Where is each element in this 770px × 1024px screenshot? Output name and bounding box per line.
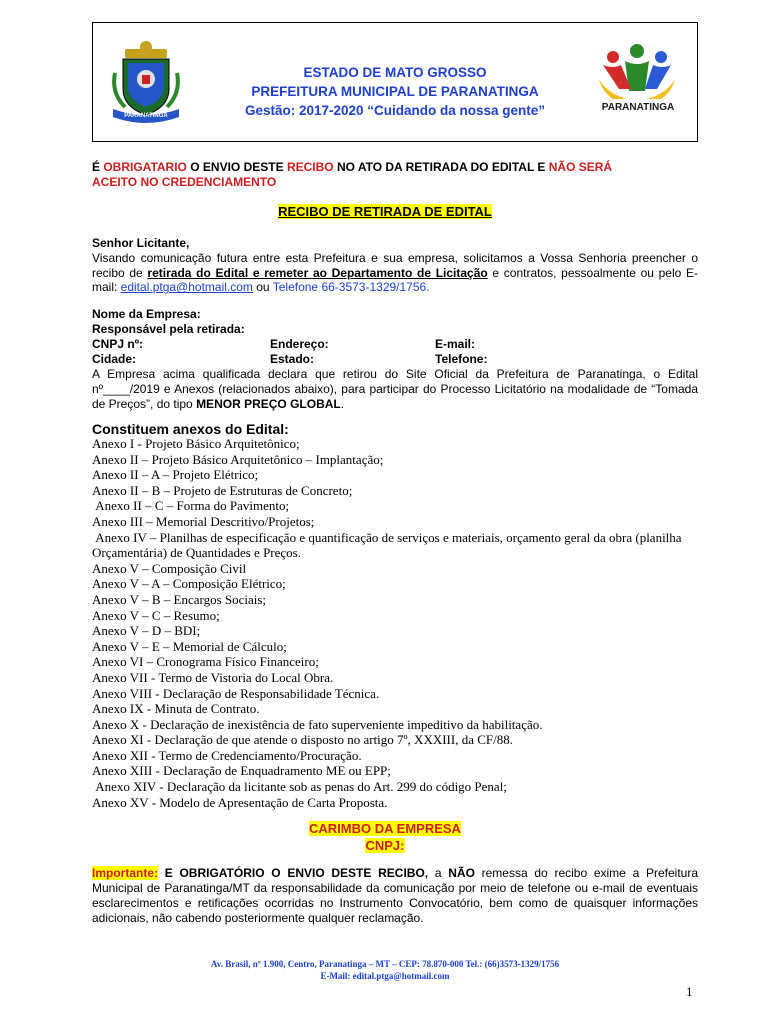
declaration-text: A Empresa acima qualificada declara que retirou do Site Oficial da Prefeitura de Paranatinga, o Edital nº____/2019 e Anexos (relacionados abaixo), para participar do Processo Licitatório na modalidade de “Tomada de Preços”, do tipo MENOR PREÇO GLOBAL. bbox=[92, 367, 698, 411]
field-state: Estado: bbox=[270, 352, 315, 366]
annex-item: Anexo IX - Minuta de Contrato. bbox=[92, 701, 260, 717]
annex-item: Anexo II – Projeto Básico Arquitetônico – Implantação; bbox=[92, 451, 384, 467]
annex-item: Anexo II – C – Forma do Pavimento; bbox=[92, 498, 290, 514]
annex-item: Anexo XIII - Declaração de Enquadramento ME ou EPP; bbox=[92, 763, 391, 779]
receipt-form bbox=[92, 307, 698, 412]
stamp-label: CARIMBO DA EMPRESA bbox=[309, 821, 461, 836]
annex-item: Anexo V – Composição Civil bbox=[92, 560, 247, 576]
annexes-list bbox=[92, 436, 700, 810]
field-company-name: Nome da Empresa: bbox=[92, 307, 201, 321]
paranatinga-logo bbox=[595, 39, 679, 125]
annex-item: Anexo XV - Modelo de Apresentação de Carta Proposta. bbox=[92, 794, 388, 810]
page-footer bbox=[0, 958, 770, 982]
phone-text: Telefone 66-3573-1329/1756. bbox=[272, 280, 430, 295]
annex-item: Anexo V – B – Encargos Sociais; bbox=[92, 591, 267, 607]
annex-item: Anexo II – A – Projeto Elétrico; bbox=[92, 467, 259, 483]
annex-item: Anexo V – D – BDI; bbox=[92, 623, 201, 639]
annex-item: Anexo VII - Termo de Vistoria do Local Obra. bbox=[92, 669, 334, 685]
field-phone: Telefone: bbox=[435, 352, 488, 366]
field-city: Cidade: bbox=[92, 352, 137, 366]
field-cnpj: CNPJ nº: bbox=[92, 337, 144, 351]
intro-paragraph: Senhor Licitante, Visando comunicação futura entre esta Prefeitura e sua empresa, solicitamos a Vossa Senhoria preencher o recibo de retirada do Edital e remeter ao Departamento de Licitação e contratos, pessoalmente ou pelo E-mail: edital.ptga@hotmail.com ou Telefone 66-3573-1329/1756. bbox=[92, 236, 699, 295]
annex-item: Anexo XII - Termo de Credenciamento/Procuração. bbox=[92, 747, 362, 763]
annex-item: Anexo VIII - Declaração de Responsabilidade Técnica. bbox=[92, 685, 380, 701]
annex-item: Anexo V – E – Memorial de Cálculo; bbox=[92, 638, 287, 654]
annex-item: Anexo VI – Cronograma Físico Financeiro; bbox=[92, 654, 319, 670]
annex-item: Anexo XIV - Declaração da licitante sob as penas do Art. 299 do código Penal; bbox=[92, 779, 507, 795]
letterhead-state: ESTADO DE MATO GROSSO bbox=[303, 65, 487, 80]
annexes-heading: Constituem anexos do Edital: bbox=[92, 421, 289, 437]
field-address: Endereço: bbox=[270, 337, 329, 351]
document-title: RECIBO DE RETIRADA DE EDITAL bbox=[278, 204, 492, 219]
annex-item: Anexo III – Memorial Descritivo/Projetos; bbox=[92, 513, 315, 529]
letterhead-administration: Gestão: 2017-2020 “Cuidando da nossa gente” bbox=[244, 103, 546, 118]
annex-item: Anexo I - Projeto Básico Arquitetônico; bbox=[92, 436, 300, 451]
svg-text:PARANATINGA: PARANATINGA bbox=[124, 113, 168, 119]
letterhead-municipality: PREFEITURA MUNICIPAL DE PARANATINGA bbox=[251, 84, 539, 99]
page-number: 1 bbox=[686, 984, 693, 999]
salutation: Senhor Licitante, bbox=[92, 236, 190, 250]
warning-notice: É OBRIGATARIO O ENVIO DESTE RECIBO NO ATO DA RETIRADA DO EDITAL E NÃO SERÁ ACEITO NO CREDENCIAMENTO bbox=[92, 160, 613, 189]
stamp-cnpj-label: CNPJ: bbox=[365, 838, 405, 853]
annex-item: Anexo V – C – Resumo; bbox=[92, 607, 220, 623]
footer-email: E-Mail: edital.ptga@hotmail.com bbox=[320, 971, 450, 981]
annex-item: Anexo IV – Planilhas de especificação e quantificação de serviços e materiais, orçamento geral da obra (planilha Orçamentária) de Quantidades e Preços. bbox=[92, 529, 685, 561]
annex-item: Anexo XI - Declaração de que atende o disposto no artigo 7º, XXXIII, da CF/88. bbox=[92, 732, 513, 748]
field-email: E-mail: bbox=[435, 337, 476, 351]
annex-item: Anexo II – B – Projeto de Estruturas de Concreto; bbox=[92, 482, 353, 498]
field-responsible: Responsável pela retirada: bbox=[92, 322, 245, 336]
svg-text:PARANATINGA: PARANATINGA bbox=[601, 102, 675, 113]
footer-address: Av. Brasil, nº 1.900, Centro, Paranatinga – MT – CEP: 78.870-000 Tel.: (66)3573-1329/1756 bbox=[210, 959, 560, 969]
annex-item: Anexo X - Declaração de inexistência de fato superveniente impeditivo da habilitação. bbox=[92, 716, 543, 732]
email-link[interactable]: edital.ptga@hotmail.com bbox=[120, 280, 253, 295]
important-notice: Importante: E OBRIGATÓRIO O ENVIO DESTE RECIBO, a NÃO remessa do recibo exime a Prefeitura Municipal de Paranatinga/MT da responsabilidade da comunicação por meio de telefone ou e-mail de eventuais esclarecimentos e retificações ocorridas no Instrumento Convocatório, bem como de quaisquer informações adicionais, não cabendo posteriormente qualquer reclamação. bbox=[92, 866, 698, 925]
letterhead-box bbox=[92, 22, 698, 142]
company-stamp-area bbox=[0, 820, 770, 854]
annex-item: Anexo V – A – Composição Elétrico; bbox=[92, 576, 286, 592]
